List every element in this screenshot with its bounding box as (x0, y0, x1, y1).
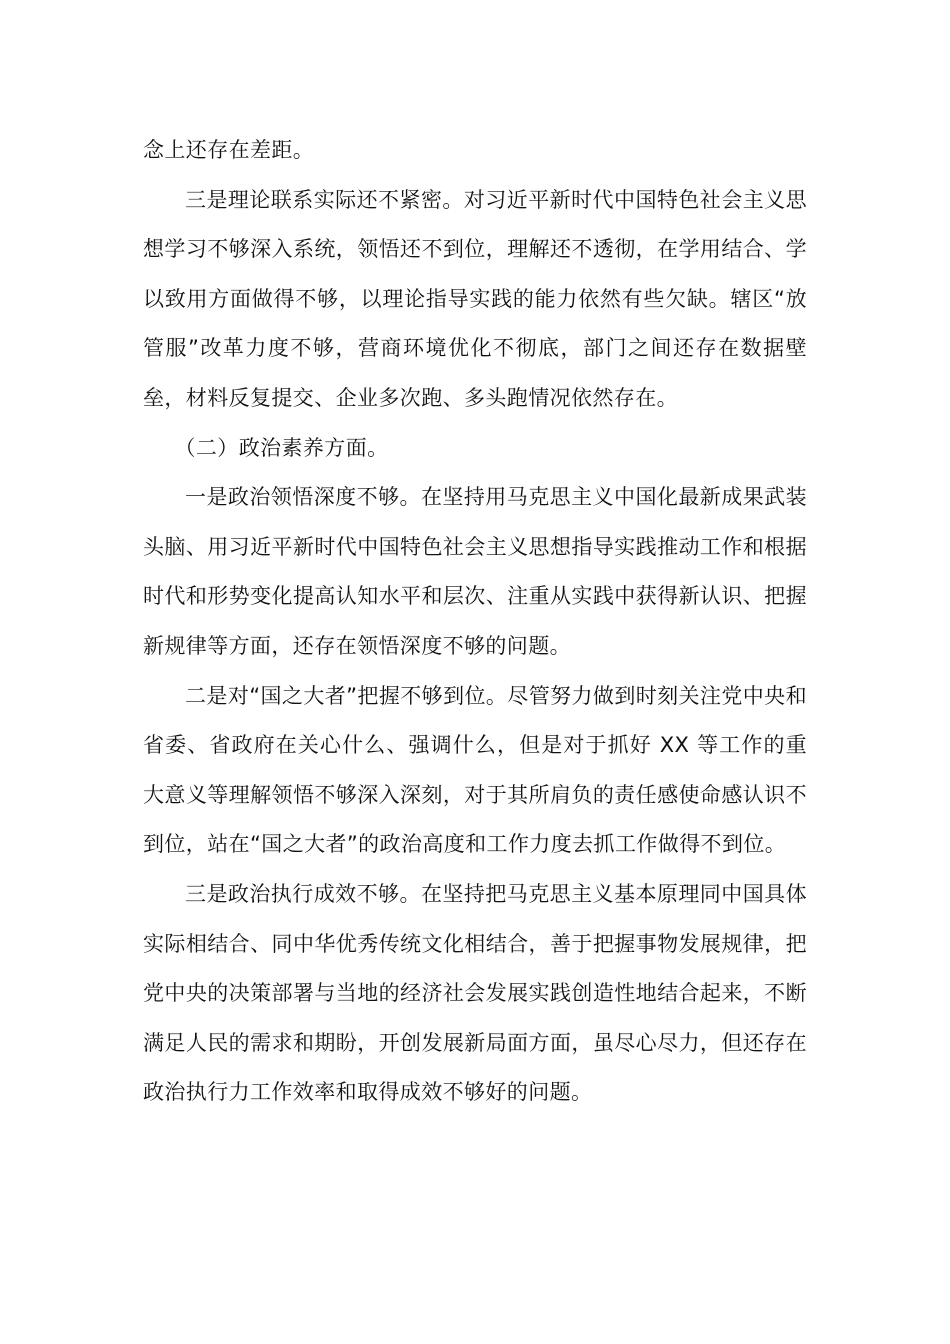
paragraph-theory-practice: 三是理论联系实际还不紧密。对习近平新时代中国特色社会主义思想学习不够深入系统，领悟还不到位，理解还不透彻，在学用结合、学以致用方面做得不够，以理论指导实践的能力依然有些欠缺。辖区“放管服”改革力度不够，营商环境优化不彻底，部门之间还存在数据壁垒，材料反复提交、企业多次跑、多头跑情况依然存在。 (143, 187, 807, 410)
paragraph-continuation: 念上还存在差距。 (143, 138, 315, 162)
paragraph-political-understanding: 一是政治领悟深度不够。在坚持用马克思主义中国化最新成果武装头脑、用习近平新时代中国特色社会主义思想指导实践推动工作和根据时代和形势变化提高认知水平和层次、注重从实践中获得新认识、把握新规律等方面，还存在领悟深度不够的问题。 (143, 485, 807, 658)
paragraph-national-priorities: 二是对“国之大者”把握不够到位。尽管努力做到时刻关注党中央和省委、省政府在关心什么、强调什么，但是对于抓好 XX 等工作的重大意义等理解领悟不够深入深刻，对于其所肩负的责任感使命感认识不到位，站在“国之大者”的政治高度和工作力度去抓工作做得不到位。 (143, 683, 807, 857)
document-body (143, 126, 807, 1118)
paragraph-political-execution: 三是政治执行成效不够。在坚持把马克思主义基本原理同中国具体实际相结合、同中华优秀传统文化相结合，善于把握事物发展规律，把党中央的决策部署与当地的经济社会发展实践创造性地结合起来，不断满足人民的需求和期盼，开创发展新局面方面，虽尽心尽力，但还存在政治执行力工作效率和取得成效不够好的问题。 (143, 881, 807, 1105)
section-heading-political-quality: （二）政治素养方面。 (174, 435, 389, 460)
